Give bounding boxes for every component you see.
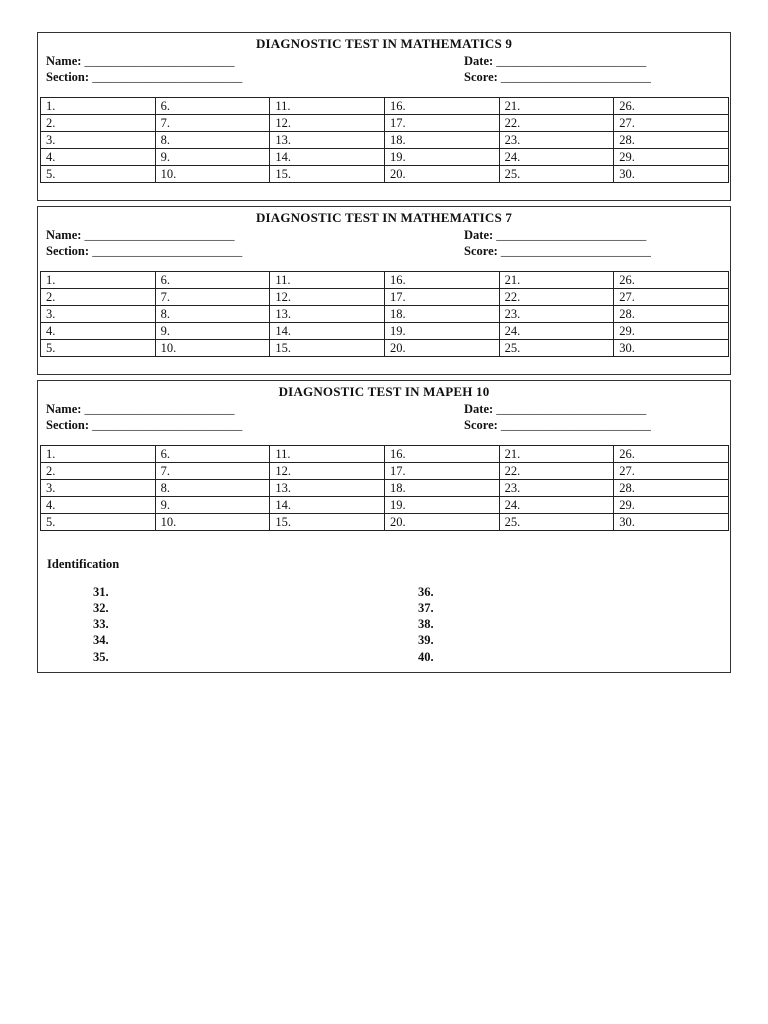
answer-cell[interactable]: 5. [41, 166, 156, 183]
answer-cell[interactable]: 28. [614, 480, 729, 497]
answer-cell[interactable]: 1. [41, 446, 156, 463]
answer-cell[interactable]: 14. [270, 149, 385, 166]
section-line: ________________________ [92, 418, 243, 432]
section-field[interactable] [46, 70, 242, 85]
answer-cell[interactable]: 24. [499, 149, 614, 166]
answer-cell[interactable]: 20. [384, 340, 499, 357]
section-label: Section: [46, 244, 90, 258]
answer-cell[interactable]: 24. [499, 497, 614, 514]
identification-item[interactable]: 36. [418, 585, 434, 599]
answer-row [41, 306, 729, 323]
date-line: ________________________ [496, 228, 647, 242]
answer-cell[interactable]: 22. [499, 463, 614, 480]
answer-cell[interactable]: 12. [270, 289, 385, 306]
answer-cell[interactable]: 4. [41, 323, 156, 340]
answer-cell[interactable]: 2. [41, 115, 156, 132]
answer-row [41, 272, 729, 289]
date-line: ________________________ [496, 54, 647, 68]
answer-cell[interactable]: 5. [41, 514, 156, 531]
answer-cell[interactable]: 15. [270, 340, 385, 357]
identification-item[interactable]: 33. [93, 617, 109, 631]
score-field[interactable] [464, 244, 651, 259]
answer-cell[interactable]: 11. [270, 446, 385, 463]
date-field[interactable] [464, 54, 646, 69]
answer-cell[interactable]: 6. [155, 272, 270, 289]
answer-cell[interactable]: 14. [270, 497, 385, 514]
name-label: Name: [46, 402, 82, 416]
answer-cell[interactable]: 20. [384, 166, 499, 183]
answer-row [41, 115, 729, 132]
section-label: Section: [46, 70, 90, 84]
answer-row [41, 463, 729, 480]
answer-cell[interactable]: 25. [499, 340, 614, 357]
answer-grid [40, 445, 729, 531]
answer-cell[interactable]: 23. [499, 306, 614, 323]
answer-cell[interactable]: 3. [41, 480, 156, 497]
answer-sheet-mapeh-10 [37, 380, 731, 673]
answer-sheet-math-9 [37, 32, 731, 201]
answer-cell[interactable]: 1. [41, 98, 156, 115]
answer-cell[interactable]: 28. [614, 306, 729, 323]
answer-cell[interactable]: 20. [384, 514, 499, 531]
answer-cell[interactable]: 30. [614, 166, 729, 183]
answer-cell[interactable]: 17. [384, 289, 499, 306]
answer-cell[interactable]: 8. [155, 306, 270, 323]
date-field[interactable] [464, 228, 646, 243]
answer-cell[interactable]: 10. [155, 340, 270, 357]
answer-cell[interactable]: 18. [384, 306, 499, 323]
answer-cell[interactable]: 16. [384, 446, 499, 463]
date-label: Date: [464, 402, 494, 416]
date-field[interactable] [464, 402, 646, 417]
answer-cell[interactable]: 6. [155, 446, 270, 463]
answer-cell[interactable]: 27. [614, 463, 729, 480]
answer-row [41, 497, 729, 514]
answer-cell[interactable]: 9. [155, 323, 270, 340]
answer-cell[interactable]: 15. [270, 166, 385, 183]
name-field[interactable] [46, 402, 235, 417]
answer-cell[interactable]: 7. [155, 463, 270, 480]
answer-cell[interactable]: 30. [614, 514, 729, 531]
answer-cell[interactable]: 16. [384, 272, 499, 289]
answer-cell[interactable]: 3. [41, 306, 156, 323]
score-line: ________________________ [500, 418, 651, 432]
identification-item[interactable]: 35. [93, 650, 109, 664]
answer-row [41, 166, 729, 183]
answer-cell[interactable]: 12. [270, 115, 385, 132]
answer-cell[interactable]: 8. [155, 480, 270, 497]
answer-row [41, 323, 729, 340]
date-label: Date: [464, 228, 494, 242]
answer-row [41, 446, 729, 463]
answer-grid-body [41, 272, 729, 357]
answer-cell[interactable]: 15. [270, 514, 385, 531]
answer-cell[interactable]: 13. [270, 306, 385, 323]
section-field[interactable] [46, 244, 242, 259]
answer-cell[interactable]: 9. [155, 149, 270, 166]
answer-cell[interactable]: 29. [614, 149, 729, 166]
answer-cell[interactable]: 29. [614, 497, 729, 514]
answer-row [41, 132, 729, 149]
answer-row [41, 514, 729, 531]
sheet-title: DIAGNOSTIC TEST IN MATHEMATICS 9 [255, 36, 513, 51]
answer-cell[interactable]: 14. [270, 323, 385, 340]
section-label: Section: [46, 418, 90, 432]
answer-grid [40, 97, 729, 183]
answer-cell[interactable]: 10. [155, 166, 270, 183]
answer-grid [40, 271, 729, 357]
answer-cell[interactable]: 28. [614, 132, 729, 149]
answer-cell[interactable]: 9. [155, 497, 270, 514]
answer-cell[interactable]: 12. [270, 463, 385, 480]
answer-cell[interactable]: 2. [41, 463, 156, 480]
answer-row [41, 480, 729, 497]
answer-cell[interactable]: 26. [614, 272, 729, 289]
identification-item[interactable]: 34. [93, 633, 109, 647]
sheet-title: DIAGNOSTIC TEST IN MAPEH 10 [278, 384, 490, 399]
answer-cell[interactable]: 2. [41, 289, 156, 306]
answer-sheet-math-7 [37, 206, 731, 375]
answer-row [41, 289, 729, 306]
answer-row [41, 98, 729, 115]
identification-heading: Identification [47, 557, 120, 571]
name-label: Name: [46, 228, 82, 242]
answer-cell[interactable]: 7. [155, 115, 270, 132]
answer-cell[interactable]: 29. [614, 323, 729, 340]
answer-cell[interactable]: 25. [499, 166, 614, 183]
section-field[interactable] [46, 418, 242, 433]
score-label: Score: [464, 70, 498, 84]
answer-cell[interactable]: 10. [155, 514, 270, 531]
score-label: Score: [464, 418, 498, 432]
section-line: ________________________ [92, 244, 243, 258]
name-field[interactable] [46, 228, 235, 243]
identification-item[interactable]: 31. [93, 585, 109, 599]
name-line: ________________________ [84, 402, 235, 416]
name-line: ________________________ [84, 54, 235, 68]
answer-cell[interactable]: 17. [384, 115, 499, 132]
answer-row [41, 149, 729, 166]
score-field[interactable] [464, 70, 651, 85]
answer-cell[interactable]: 23. [499, 132, 614, 149]
answer-row [41, 340, 729, 357]
identification-item[interactable]: 37. [418, 601, 434, 615]
answer-cell[interactable]: 30. [614, 340, 729, 357]
answer-cell[interactable]: 5. [41, 340, 156, 357]
answer-cell[interactable]: 26. [614, 98, 729, 115]
name-field[interactable] [46, 54, 235, 69]
answer-cell[interactable]: 25. [499, 514, 614, 531]
answer-cell[interactable]: 17. [384, 463, 499, 480]
identification-item[interactable]: 32. [93, 601, 109, 615]
answer-cell[interactable]: 21. [499, 98, 614, 115]
answer-cell[interactable]: 7. [155, 289, 270, 306]
answer-cell[interactable]: 16. [384, 98, 499, 115]
name-label: Name: [46, 54, 82, 68]
answer-cell[interactable]: 8. [155, 132, 270, 149]
name-line: ________________________ [84, 228, 235, 242]
identification-item[interactable]: 39. [418, 633, 434, 647]
answer-cell[interactable]: 18. [384, 132, 499, 149]
answer-cell[interactable]: 26. [614, 446, 729, 463]
answer-cell[interactable]: 22. [499, 289, 614, 306]
answer-cell[interactable]: 22. [499, 115, 614, 132]
score-label: Score: [464, 244, 498, 258]
score-line: ________________________ [500, 70, 651, 84]
sheet-title: DIAGNOSTIC TEST IN MATHEMATICS 7 [255, 210, 513, 225]
answer-cell[interactable]: 19. [384, 497, 499, 514]
answer-cell[interactable]: 21. [499, 272, 614, 289]
answer-cell[interactable]: 23. [499, 480, 614, 497]
identification-item[interactable]: 38. [418, 617, 434, 631]
answer-cell[interactable]: 19. [384, 149, 499, 166]
answer-grid-body [41, 98, 729, 183]
answer-cell[interactable]: 11. [270, 98, 385, 115]
answer-cell[interactable]: 4. [41, 497, 156, 514]
answer-cell[interactable]: 19. [384, 323, 499, 340]
score-field[interactable] [464, 418, 651, 433]
answer-cell[interactable]: 4. [41, 149, 156, 166]
answer-cell[interactable]: 21. [499, 446, 614, 463]
answer-cell[interactable]: 13. [270, 132, 385, 149]
answer-cell[interactable]: 3. [41, 132, 156, 149]
answer-cell[interactable]: 1. [41, 272, 156, 289]
answer-cell[interactable]: 27. [614, 289, 729, 306]
date-label: Date: [464, 54, 494, 68]
answer-cell[interactable]: 18. [384, 480, 499, 497]
score-line: ________________________ [500, 244, 651, 258]
answer-cell[interactable]: 13. [270, 480, 385, 497]
answer-cell[interactable]: 24. [499, 323, 614, 340]
answer-cell[interactable]: 27. [614, 115, 729, 132]
answer-cell[interactable]: 6. [155, 98, 270, 115]
answer-grid-body [41, 446, 729, 531]
answer-cell[interactable]: 11. [270, 272, 385, 289]
section-line: ________________________ [92, 70, 243, 84]
date-line: ________________________ [496, 402, 647, 416]
identification-item[interactable]: 40. [418, 650, 434, 664]
